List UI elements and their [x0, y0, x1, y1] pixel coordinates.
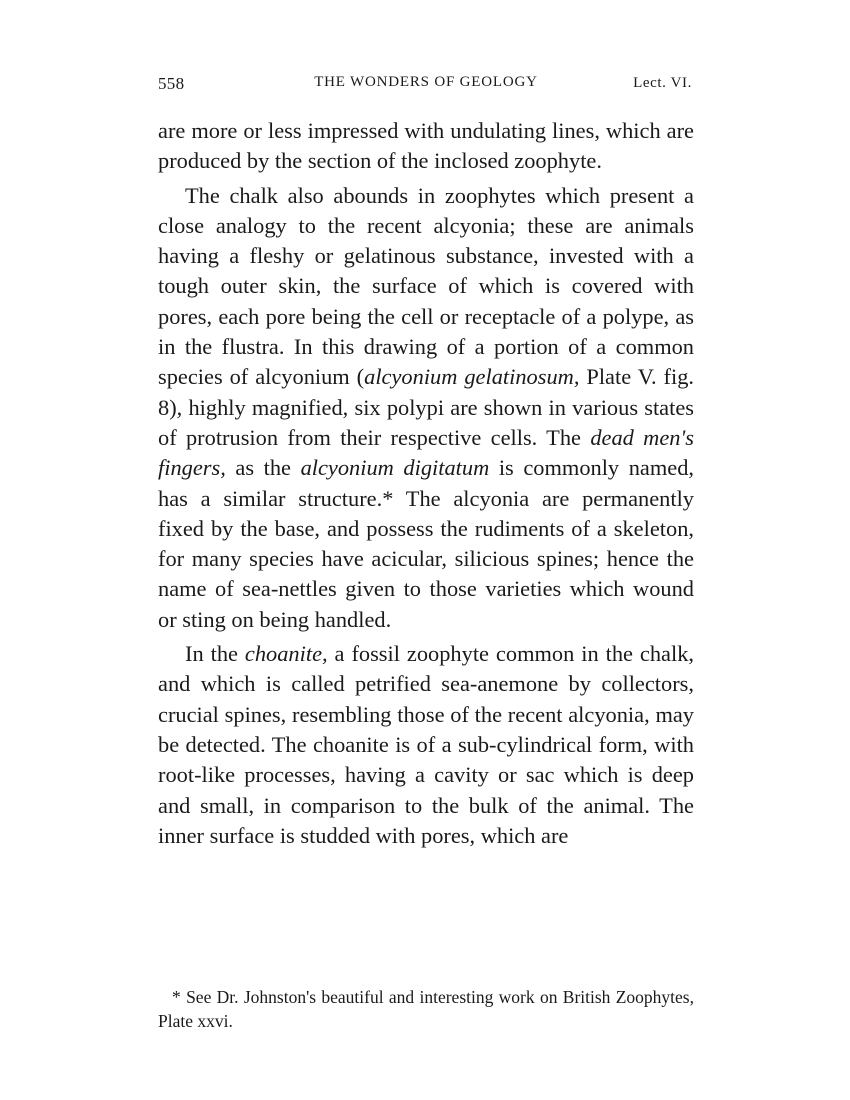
- paragraph-text: Plate V. fig. 8), highly magnified, six polypi are shown in various states of protrusion from their respective cells. The: [158, 364, 694, 450]
- paragraph-text: is commonly named, has a similar structure.: [158, 455, 694, 511]
- page-number: 558: [158, 74, 185, 93]
- footnote-text: * See Dr. Johnston's beautiful and interesting work on British Zoophytes, Plate xxvi.: [158, 987, 694, 1031]
- book-title: THE WONDERS OF GEOLOGY: [314, 74, 538, 90]
- species-name: alcyonium gelatinosum,: [364, 364, 580, 390]
- paragraph-text: The chalk also abounds in zoophytes which present a close analogy to the recent alcyonia; these are animals having a fleshy or gelatinous substance, invested with a tough outer skin, the surface of which is covered with pores, each pore being the cell or receptacle of a polype, as in the flustra. In this drawing of a portion of a common species of alcyonium (: [158, 182, 694, 390]
- running-head: [158, 74, 694, 98]
- paragraph-text: The alcyonia are permanently fixed by the base, and possess the rudiments of a skeleton, for many species have acicular, silicious spines; hence the name of sea-nettles given to those varieties which wound or sting on being handled.: [158, 485, 694, 632]
- paragraph-continued: [158, 116, 694, 177]
- lecture-label: Lect. VI.: [633, 75, 692, 91]
- paragraph-text: a fossil zoophyte common in the chalk, and which is called petrified sea-anemone by collectors, crucial spines, resembling those of the recent alcyonia, may be detected. The choanite is of a sub-cylindrical form, with root-like processes, having a cavity or sac which is deep and small, in comparison to the bulk of the animal. The inner surface is studded with pores, which are: [158, 641, 694, 848]
- body-text: [158, 116, 694, 851]
- common-name: dead men's fingers,: [158, 424, 694, 481]
- paragraph-text: are more or less impressed with undulating lines, which are produced by the section of the inclosed zoophyte.: [158, 118, 694, 174]
- paragraph-text: as the: [225, 455, 301, 481]
- species-name: alcyonium digitatum: [300, 455, 490, 481]
- footnote: [158, 985, 694, 1033]
- paragraph-choanite: [158, 639, 694, 851]
- footnote-mark[interactable]: *: [382, 485, 394, 511]
- book-page: [158, 0, 694, 1100]
- fossil-name: choanite,: [244, 641, 328, 667]
- paragraph-alcyonia: [158, 181, 694, 635]
- paragraph-text: In the: [185, 641, 245, 667]
